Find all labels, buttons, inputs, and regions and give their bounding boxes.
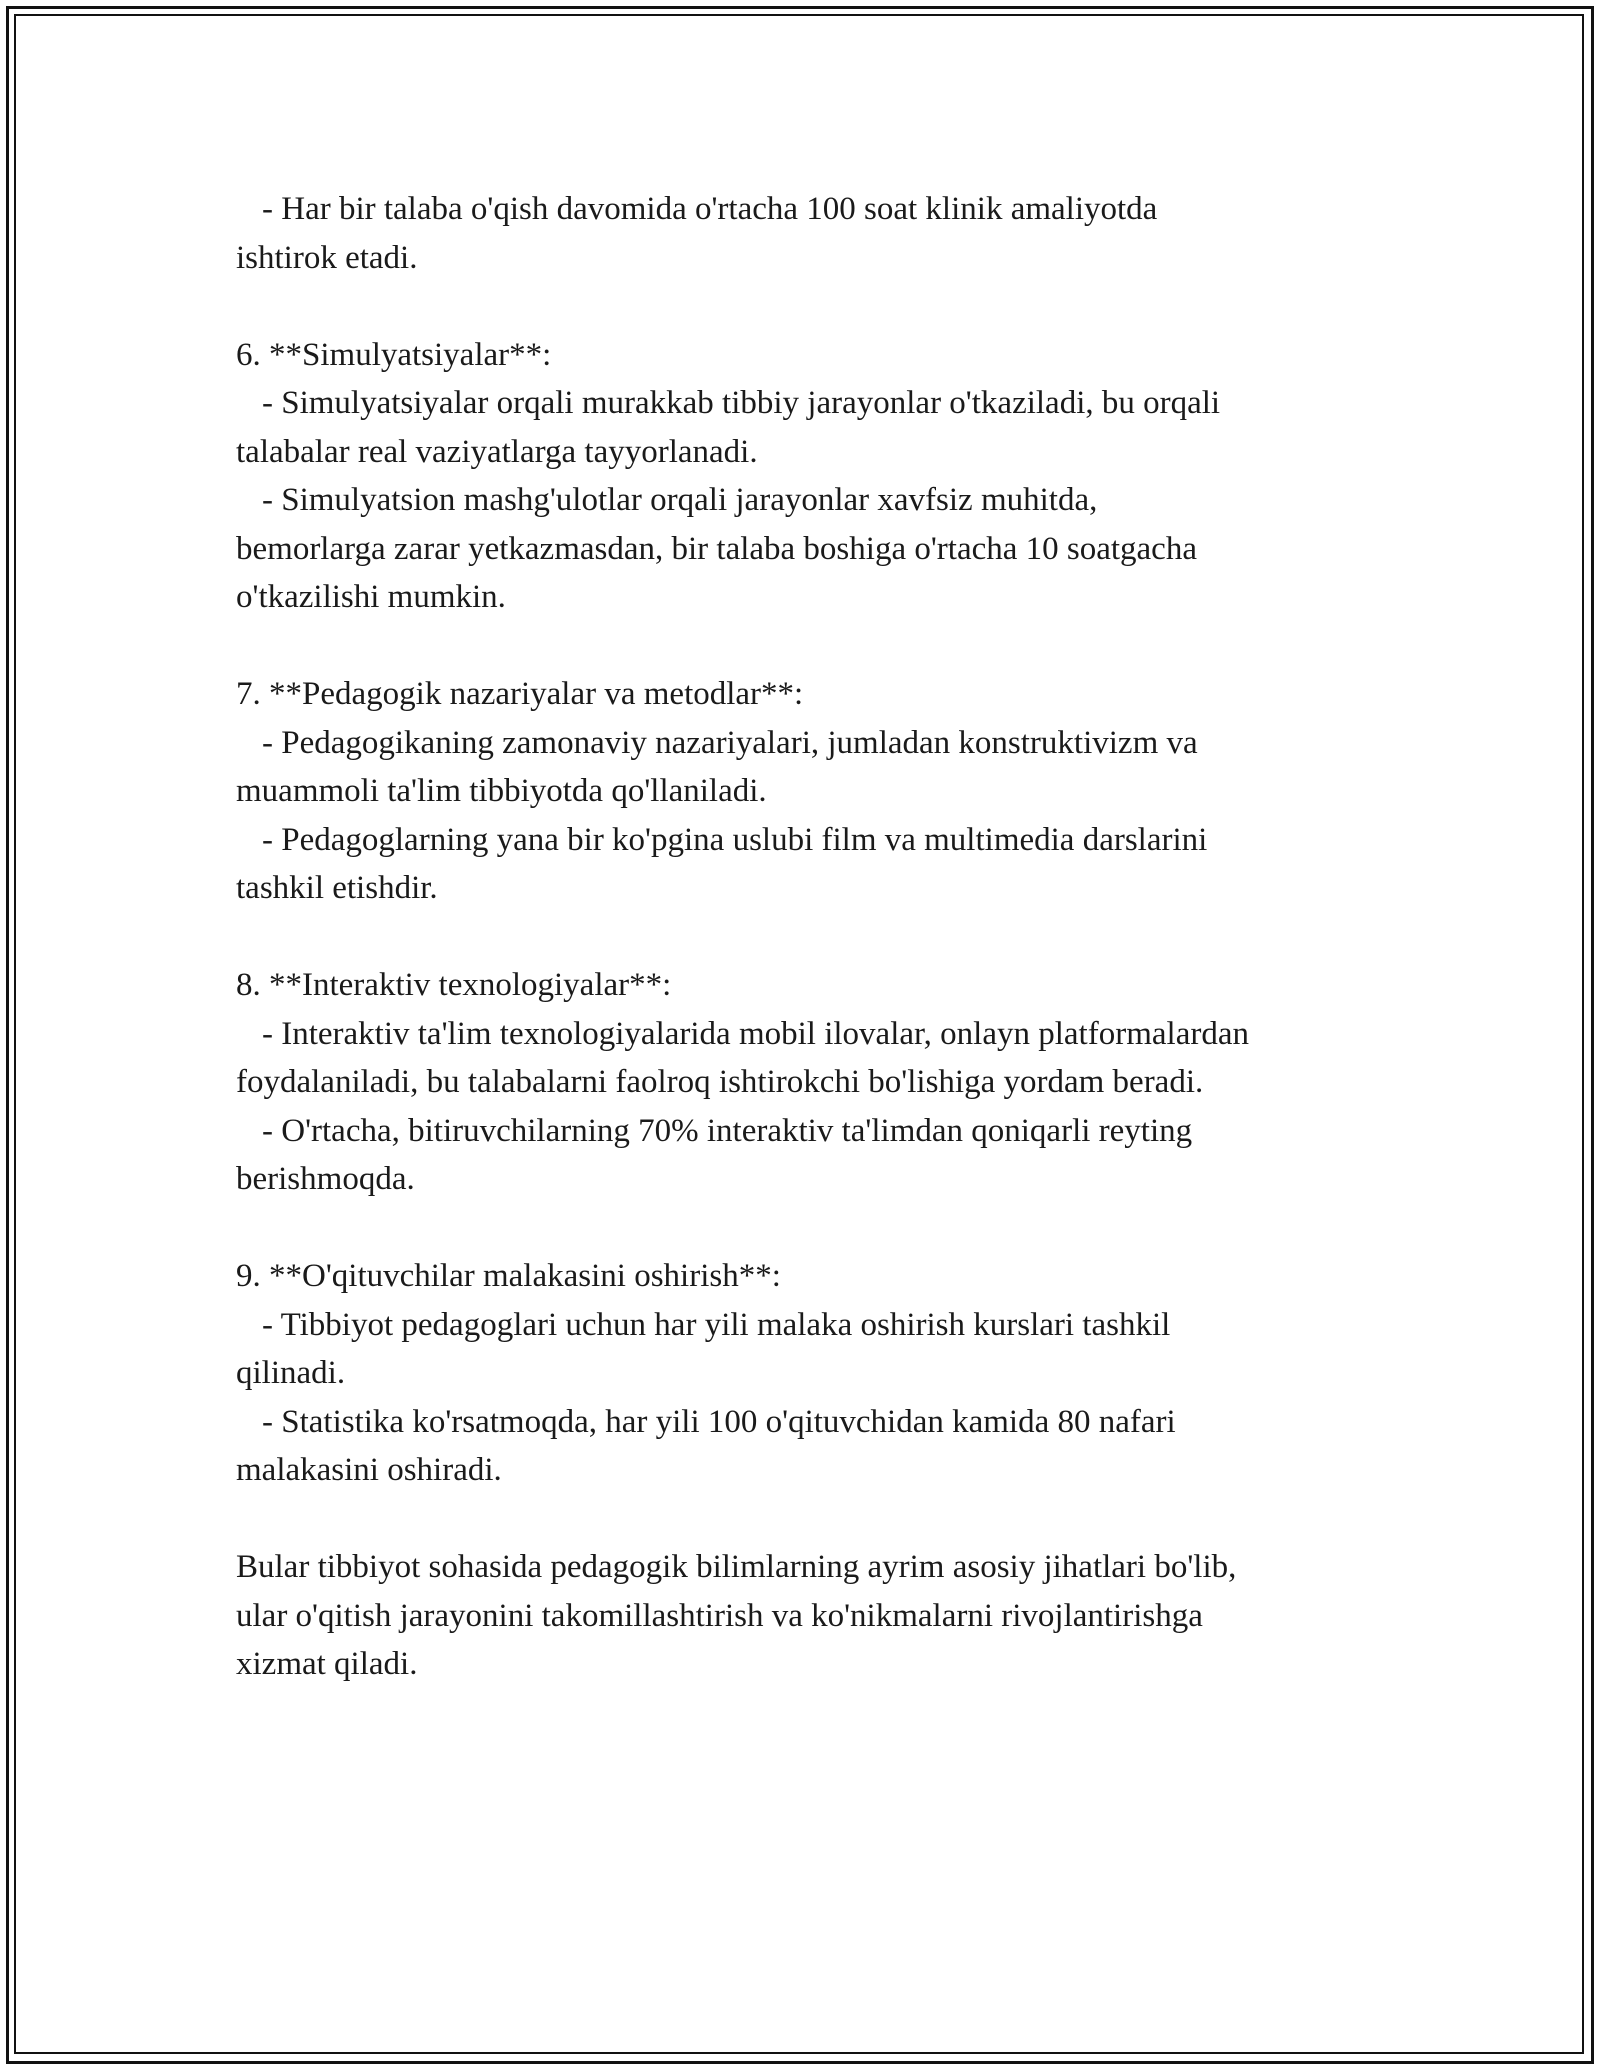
bullet-continuation: talabalar real vaziyatlarga tayyorlanadi. (236, 433, 758, 470)
paragraph-gap (236, 622, 1396, 671)
section-7 (236, 670, 1396, 913)
bullet-item: - Har bir talaba o'qish davomida o'rtacha 100 soat klinik amaliyotda (262, 191, 1158, 227)
bullet-continuation: ishtirok etadi. (236, 239, 418, 276)
bullet-continuation: qilinadi. (236, 1355, 346, 1391)
bullet-item: - Statistika ko'rsatmoqda, har yili 100 o'qituvchidan kamida 80 nafari (262, 1403, 1176, 1440)
conclusion-line: xizmat qiladi. (236, 1646, 418, 1682)
section-heading: 6. **Simulyatsiyalar**: (236, 336, 552, 373)
bullet-item: - Simulyatsion mashg'ulotlar orqali jarayonlar xavfsiz muhitda, (262, 482, 1098, 518)
paragraph-gap (236, 282, 1396, 331)
document-body (236, 185, 1396, 1689)
section-9 (236, 1252, 1396, 1495)
bullet-item: - O'rtacha, bitiruvchilarning 70% interaktiv ta'limdan qoniqarli reyting (262, 1112, 1193, 1149)
paragraph-gap (236, 1204, 1396, 1253)
conclusion-paragraph (236, 1543, 1396, 1689)
section-8 (236, 961, 1396, 1204)
bullet-item: - Interaktiv ta'lim texnologiyalarida mobil ilovalar, onlayn platformalardan (262, 1015, 1249, 1052)
bullet-continuation: tashkil etishdir. (236, 870, 438, 906)
section-heading: 9. **O'qituvchilar malakasini oshirish**: (236, 1258, 781, 1294)
bullet-continuation: malakasini oshiradi. (236, 1452, 502, 1488)
bullet-continuation: o'tkazilishi mumkin. (236, 579, 506, 615)
bullet-item: - Pedagoglarning yana bir ko'pgina uslubi film va multimedia darslarini (262, 821, 1208, 858)
bullet-item: - Tibbiyot pedagoglari uchun har yili malaka oshirish kurslari tashkil (262, 1306, 1171, 1343)
bullet-continuation: bemorlarga zarar yetkazmasdan, bir talaba boshiga o'rtacha 10 soatgacha (236, 530, 1197, 567)
paragraph-gap (236, 1495, 1396, 1544)
bullet-continuation: muammoli ta'lim tibbiyotda qo'llaniladi. (236, 773, 767, 809)
conclusion-line: Bular tibbiyot sohasida pedagogik bilimlarning ayrim asosiy jihatlari bo'lib, (236, 1549, 1237, 1585)
bullet-item: - Simulyatsiyalar orqali murakkab tibbiy jarayonlar o'tkaziladi, bu orqali (262, 385, 1221, 421)
bullet-continuation: berishmoqda. (236, 1161, 415, 1197)
section-6 (236, 331, 1396, 622)
paragraph-gap (236, 913, 1396, 962)
section-heading: 8. **Interaktiv texnologiyalar**: (236, 967, 672, 1003)
bullet-item: - Pedagogikaning zamonaviy nazariyalari, jumladan konstruktivizm va (262, 724, 1198, 761)
intro-block (236, 185, 1396, 282)
section-heading: 7. **Pedagogik nazariyalar va metodlar**: (236, 676, 804, 712)
conclusion-line: ular o'qitish jarayonini takomillashtirish va ko'nikmalarni rivojlantirishga (236, 1597, 1203, 1634)
bullet-continuation: foydalaniladi, bu talabalarni faolroq ishtirokchi bo'lishiga yordam beradi. (236, 1064, 1204, 1100)
